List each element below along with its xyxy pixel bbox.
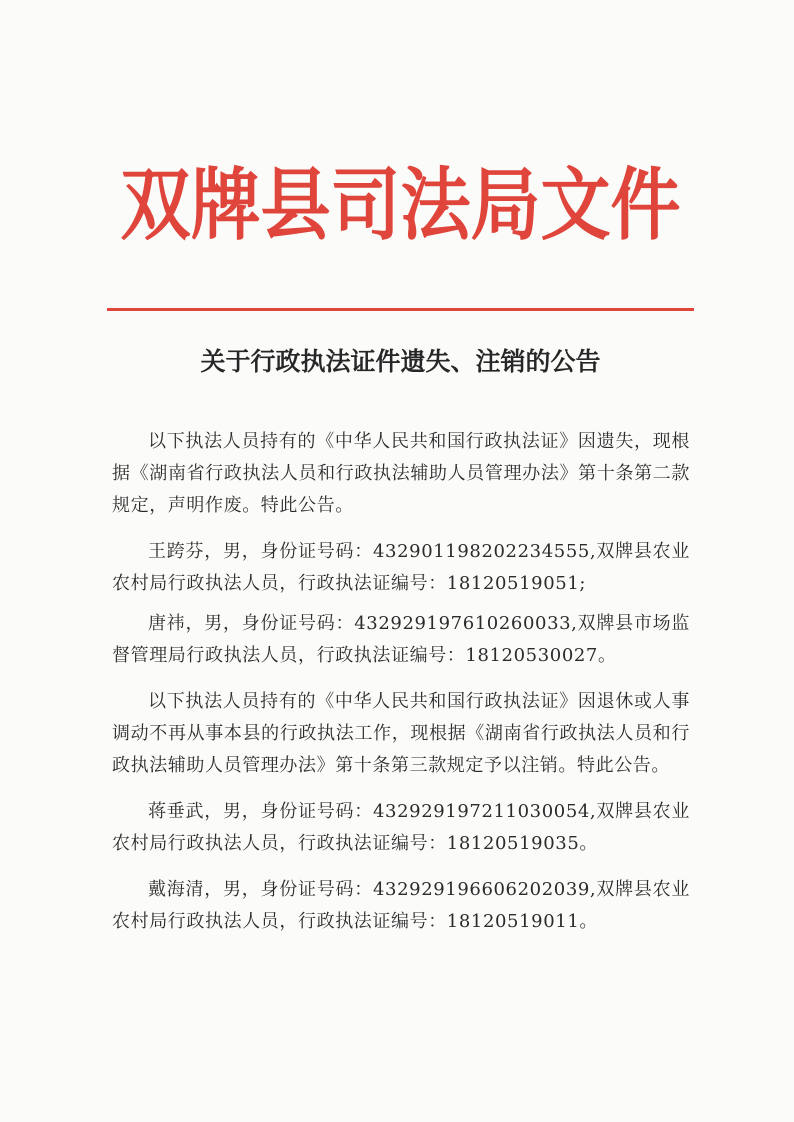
notice-paragraph-person-1: 王跨芬，男，身份证号码：432901198202234555,双牌县农业农村局行政执法人员，行政执法证编号：18120519051; xyxy=(112,541,690,594)
notice-title: 关于行政执法证件遗失、注销的公告 xyxy=(200,347,601,376)
notice-paragraph-person-2: 唐祎，男，身份证号码：432929197610260033,双牌县市场监督管理局行政执法人员，行政执法证编号：18120530027。 xyxy=(112,613,690,666)
header-red-rule xyxy=(107,308,694,311)
notice-paragraph-person-4: 戴海清，男，身份证号码：432929196606202039,双牌县农业农村局行政执法人员，行政执法证编号：18120519011。 xyxy=(112,879,690,932)
document-header-title: 双牌县司法局文件 xyxy=(120,159,681,251)
notice-paragraph-person-3: 蒋垂武，男，身份证号码：432929197211030054,双牌县农业农村局行政执法人员，行政执法证编号：18120519035。 xyxy=(112,801,690,854)
notice-body xyxy=(112,426,690,938)
notice-paragraph-cancel-intro: 以下执法人员持有的《中华人民共和国行政执法证》因退休或人事调动不再从事本县的行政执法工作，现根据《湖南省行政执法人员和行政执法辅助人员管理办法》第十条第三款规定予以注销。特此公告。 xyxy=(112,691,690,776)
notice-paragraph-lost-intro: 以下执法人员持有的《中华人民共和国行政执法证》因遗失，现根据《湖南省行政执法人员和行政执法辅助人员管理办法》第十条第二款规定，声明作废。特此公告。 xyxy=(112,431,690,516)
